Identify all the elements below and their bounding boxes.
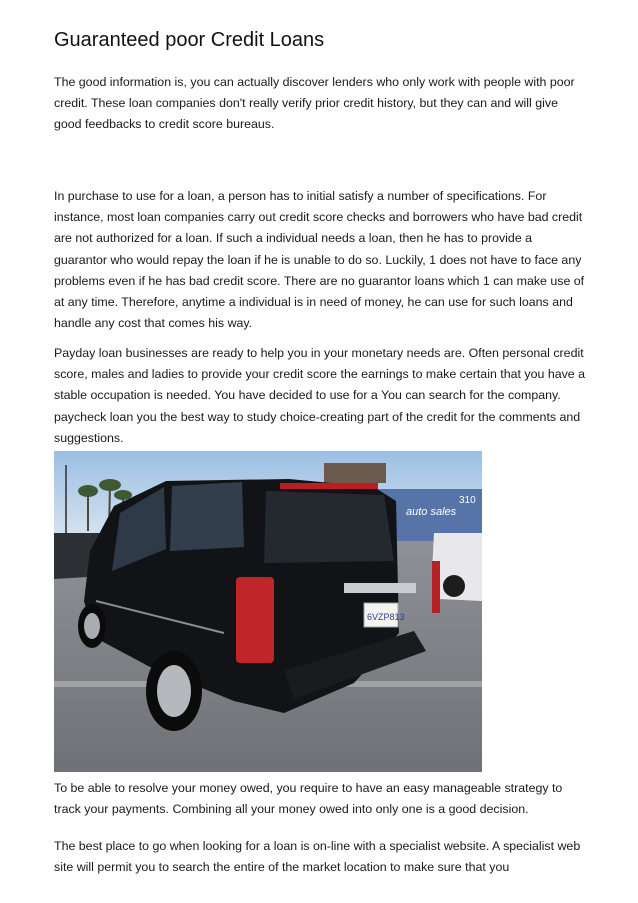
paragraph-intro: The good information is, you can actually discover lenders who only work with people with poor credit. These loan companies don't really verify prior credit history, but they can and will give good feedbacks to credit score bureaus. [54, 75, 575, 132]
paragraph-debt: To be able to resolve your money owed, you require to have an easy manageable strategy to track your payments. Combining all your money owed into only one is a good decision. [54, 781, 563, 817]
suv-photo [54, 451, 482, 772]
paragraph-payday: Payday loan businesses are ready to help you in your monetary needs are. Often personal credit score, males and ladies to provide your credit score the earnings to make certain that you have a stable occupation is needed. You have decided to use for a You can search for the company. paycheck loan you the best way to study choice-creating part of the credit for the comments and suggestions. [54, 346, 586, 445]
paragraph-specialist: The best place to go when looking for a loan is on-line with a specialist website. A specialist web site will permit you to search the entire of the market location to make sure that you [54, 839, 581, 875]
license-plate-text: 6VZP813 [367, 612, 405, 622]
page-title: Guaranteed poor Credit Loans [54, 29, 325, 51]
billboard [324, 463, 386, 483]
sign-number: 310 [459, 495, 476, 506]
sign-text: auto sales [406, 506, 457, 518]
paragraph-requirements: In purchase to use for a loan, a person has to initial satisfy a number of specifications. For instance, most loan companies carry out credit score checks and borrowers who have bad credit are not authorized for a loan. If such a individual needs a loan, then he has to provide a guarantor who would repay the loan if he is unable to do so. Luckily, 1 does not have to face any problems even if he has bad credit score. There are no guarantor loans which 1 can make use of at any time. Therefore, anytime a individual is in need of money, he can use for such loans and handle any cost that comes his way. [54, 189, 585, 331]
